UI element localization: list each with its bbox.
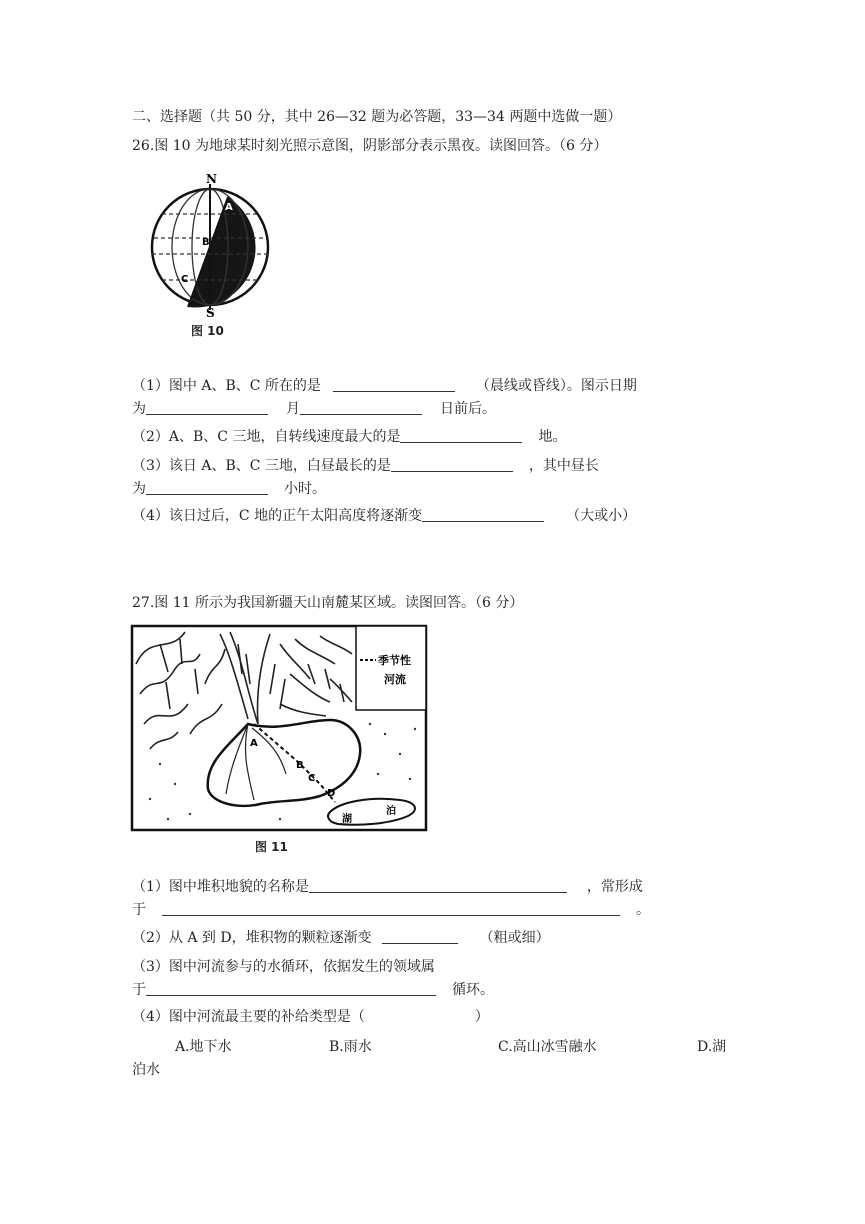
q27-option-c: C.高山冰雪融水 [498, 1039, 597, 1055]
legend-label-1: 季节性 [378, 654, 411, 667]
q27-p3-text-b: 于 [132, 982, 146, 998]
q27-option-d-part2: 泊水 [132, 1062, 160, 1078]
q26-p1-blank-month[interactable] [146, 400, 268, 415]
label-b: B [296, 760, 304, 771]
q27-p2-blank[interactable] [382, 929, 458, 944]
q27-option-d-part1: D.湖 [697, 1039, 727, 1055]
q26-part1-line1 [132, 377, 637, 395]
label-a: A [225, 202, 233, 213]
q27-p1-text-b: ，常形成 [586, 879, 643, 895]
label-a: A [250, 738, 258, 749]
section-heading: 二、选择题（共 50 分，其中 26—32 题为必答题，33—34 两题中选做一题） [132, 109, 622, 125]
q26-p1-text-b: （晨线或昏线）。图示日期 [475, 378, 637, 394]
q26-p1-text-c: 为 [132, 401, 146, 417]
q27-p4-text-b: ） [474, 1009, 489, 1025]
q27-title: 27.图 11 所示为我国新疆天山南麓某区域。读图回答。（6 分） [132, 595, 524, 611]
q27-p1-blank-landform[interactable] [309, 878, 567, 893]
q26-part3-line1 [132, 457, 599, 475]
legend-label-2: 河流 [384, 673, 406, 686]
label-d: D [327, 788, 336, 799]
q27-part3-line2 [132, 981, 494, 999]
q26-p3-text-a: （3）该日 A、B、C 三地，白昼最长的是 [132, 458, 391, 474]
q26-p1-text-e: 日前后。 [440, 401, 496, 417]
q26-p1-text-d: 月 [286, 401, 300, 417]
legend-box [356, 626, 426, 710]
label-lake-1: 湖 [342, 814, 352, 825]
label-lake-2: 泊 [386, 806, 396, 817]
figure-10-caption: 图 10 [191, 324, 224, 338]
q27-p1-text-d: 。 [636, 902, 650, 918]
q27-part1-line1 [132, 878, 643, 896]
q26-part1-line2 [132, 400, 496, 418]
q26-p3-blank-longest-day[interactable] [391, 457, 513, 472]
q26-part3-line2 [132, 480, 326, 498]
q27-p1-text-a: （1）图中堆积地貌的名称是 [132, 879, 309, 895]
label-b: B [202, 237, 210, 248]
q27-p1-text-c: 于 [132, 902, 146, 918]
q26-p2-text-b: 地。 [538, 429, 567, 445]
label-north: N [206, 172, 217, 186]
q26-p4-text-b: （大或小） [566, 508, 637, 524]
q26-p3-blank-hours[interactable] [146, 480, 268, 495]
q27-p1-blank-location[interactable] [162, 901, 620, 916]
q26-p4-text-a: （4）该日过后，C 地的正午太阳高度将逐渐变 [132, 508, 423, 524]
q26-p3-text-c: 为 [132, 481, 146, 497]
q27-p2-text-a: （2）从 A 到 D，堆积物的颗粒逐渐变 [132, 930, 372, 946]
q26-p1-blank-terminator[interactable] [333, 377, 455, 392]
q26-title: 26.图 10 为地球某时刻光照示意图，阴影部分表示黑夜。读图回答。（6 分） [132, 138, 608, 154]
figure-10-earth-illumination [145, 172, 275, 318]
q27-part3-line1: （3）图中河流参与的水循环，依据发生的领域属 [132, 959, 435, 975]
q26-part4 [132, 507, 636, 525]
q26-part2 [132, 428, 566, 446]
q27-part2 [132, 929, 550, 947]
label-south: S [206, 306, 215, 318]
q27-p3-blank[interactable] [146, 981, 436, 996]
figure-11-caption: 图 11 [255, 840, 288, 854]
q26-p2-text-a: （2）A、B、C 三地，自转线速度最大的是 [132, 429, 401, 445]
q26-p1-text-a: （1）图中 A、B、C 所在的是 [132, 378, 321, 394]
q27-p2-text-b: （粗或细） [479, 930, 550, 946]
q27-option-a: A.地下水 [175, 1039, 232, 1055]
figure-11-alluvial-fan-map [130, 624, 430, 834]
label-c: C [181, 274, 189, 285]
q26-p4-blank[interactable] [422, 507, 544, 522]
q26-p3-text-b: ，其中昼长 [528, 458, 599, 474]
q27-p4-text-a: （4）图中河流最主要的补给类型是（ [132, 1009, 365, 1025]
q27-part4 [132, 1008, 489, 1026]
q27-part1-line2 [132, 901, 650, 919]
q27-option-b: B.雨水 [329, 1039, 372, 1055]
q26-p3-text-d: 小时。 [284, 481, 326, 497]
q26-p1-blank-day[interactable] [300, 400, 422, 415]
label-c: C [308, 773, 316, 784]
q27-p3-text-c: 循环。 [452, 982, 494, 998]
q26-p2-blank[interactable] [400, 428, 522, 443]
